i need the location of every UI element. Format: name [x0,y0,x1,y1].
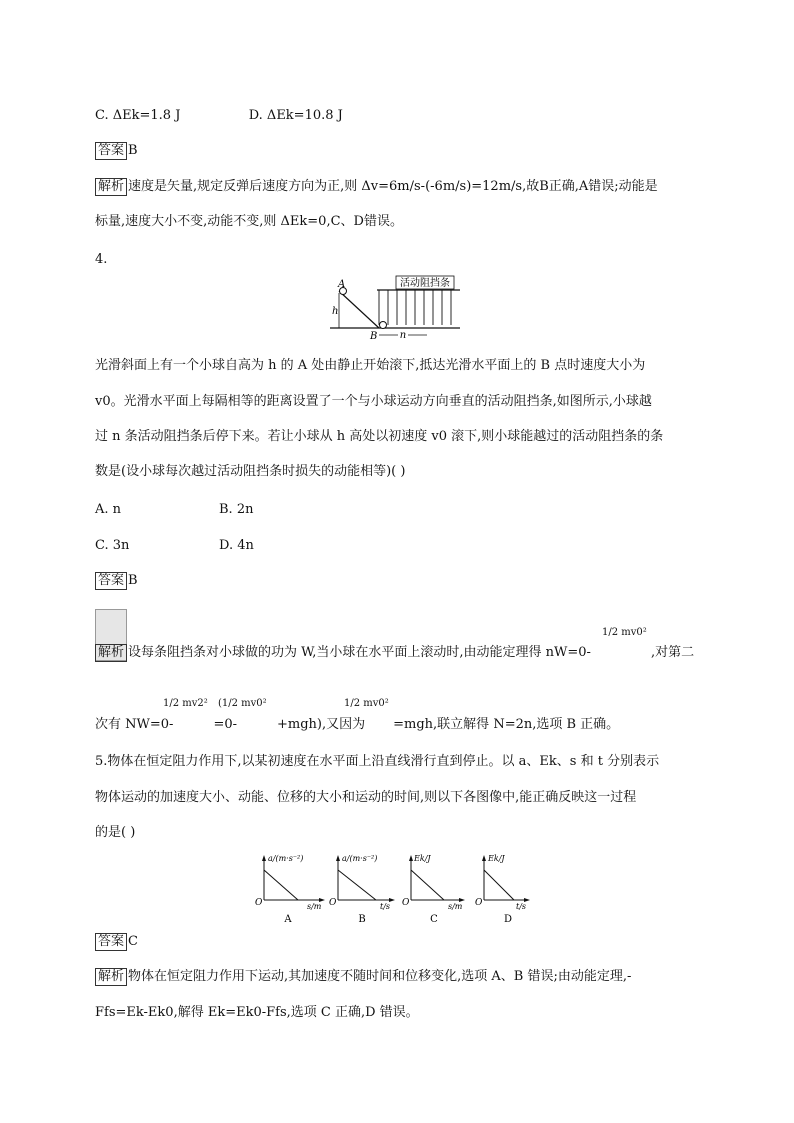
answer-tag: 答案 [95,933,127,951]
graph-c-caption: C [430,914,438,925]
graph-c [402,854,465,925]
q5-stem-line3: 的是( ) [95,825,136,840]
graph-a-caption: A [284,914,292,925]
graph-d [475,854,530,925]
analysis-text-a: 次有 NW=0- [95,717,174,732]
analysis-text: 物体在恒定阻力作用下运动,其加速度不随时间和位移变化,选项 A、B 错误;由动能定理,- [128,969,632,984]
q4-stem-line3: 过 n 条活动阻挡条后停下来。若让小球从 h 高处以初速度 v0 滚下,则小球能越过的活动阻挡条的条 [95,429,664,444]
graph-d-xlabel: t/s [516,902,527,911]
q4-options-row2 [95,536,254,556]
q4-option-a: A. n [95,502,122,517]
q4-option-b: B. 2n [219,502,254,517]
q3-answer [95,141,138,161]
analysis-text-c: +mgh) [277,717,322,732]
answer-value: C [128,934,138,949]
graph-c-xlabel: s/m [448,902,463,911]
fraction-1: 1/2 mv0² [602,627,647,638]
barrier-strips [379,290,451,325]
graph-b [329,854,395,925]
q4-stem-line4: 数是(设小球每次越过活动阻挡条时损失的动能相等)( ) [95,464,406,479]
graph-b-xlabel: t/s [380,902,391,911]
q4-analysis-line2 [95,715,619,735]
q4-option-d: D. 4n [219,538,254,553]
q5-stem-line2: 物体运动的加速度大小、动能、位移的大小和运动的时间,则以下各图像中,能正确反映这一过程 [95,790,637,805]
label-b: B [370,331,378,342]
q4-options-row1 [95,500,253,520]
analysis-text-e: =mgh,联立解得 N=2n,选项 B 正确。 [393,717,620,732]
q5-analysis-line1 [95,967,631,987]
q5-stem-line1: 5.物体在恒定阻力作用下,以某初速度在水平面上沿直线滑行直到停止。以 a、Ek、s 和 t 分别表示 [95,754,660,769]
q3-analysis-line2: 标量,速度大小不变,动能不变,则 ΔEk=0,C、D错误。 [95,214,403,229]
graph-b-ylabel: a/(m·s⁻²) [342,854,378,863]
analysis-text-end: ,对第二 [650,645,695,660]
barrier-label: 活动阻挡条 [400,278,450,289]
graph-d-caption: D [503,914,513,925]
q4-option-c: C. 3n [95,538,130,553]
q3-analysis-line1 [95,177,658,197]
q4-answer [95,571,138,591]
q3-option-c: C. ΔEk=1.8 J [95,108,181,123]
graph-c-ylabel: Ek/J [414,854,431,863]
fraction-4: 1/2 mv0² [344,698,389,709]
q4-number: 4. [95,252,108,267]
q3-option-d: D. ΔEk=10.8 J [248,108,343,123]
analysis-text: 速度是矢量,规定反弹后速度方向为正,则 Δv=6m/s-(-6m/s)=12m/s,故B正确,A错误;动能是 [128,179,658,194]
answer-value: B [128,143,138,158]
q5-graphs [252,852,532,926]
analysis-text-d: ,又因为 [322,717,366,732]
label-a: A [338,279,346,290]
q5-analysis-line2: Ffs=Ek-Ek0,解得 Ek=Ek0-Ffs,选项 C 正确,D 错误。 [95,1005,419,1020]
answer-tag: 答案 [95,142,127,160]
label-n: n [399,330,407,341]
analysis-text: 设每条阻挡条对小球做的功为 W,当小球在水平面上滚动时,由动能定理得 nW=0- [128,645,591,660]
answer-tag: 答案 [95,572,127,590]
q5-answer [95,932,138,952]
fraction-3: (1/2 mv0² [218,698,267,709]
analysis-text-b: =0- [213,717,237,732]
graph-a [255,854,325,925]
q4-figure [330,275,465,343]
graph-b-caption: B [358,914,366,925]
q4-stem-line2: v0。光滑水平面上每隔相等的距离设置了一个与小球运动方向垂直的活动阻挡条,如图所示,小球越 [95,394,652,409]
analysis-tag: 解析 [95,968,127,986]
graph-a-origin: O [255,898,263,908]
graph-d-ylabel: Ek/J [488,854,505,863]
graph-b-origin: O [329,898,337,908]
graph-a-xlabel: s/m [307,902,322,911]
analysis-tag: 解析 [95,178,127,196]
q3-options-row [95,106,343,126]
q4-analysis-line1 [95,643,694,663]
fraction-2: 1/2 mv2² [163,698,208,709]
answer-value: B [128,573,138,588]
label-h: h [332,306,339,317]
analysis-tag: 解析 [95,644,127,662]
graph-a-ylabel: a/(m·s⁻²) [268,854,304,863]
graph-c-origin: O [402,898,410,908]
q4-stem-line1: 光滑斜面上有一个小球自高为 h 的 A 处由静止开始滚下,抵达光滑水平面上的 B 点时速度大小为 [95,358,646,373]
graph-d-origin: O [475,898,483,908]
